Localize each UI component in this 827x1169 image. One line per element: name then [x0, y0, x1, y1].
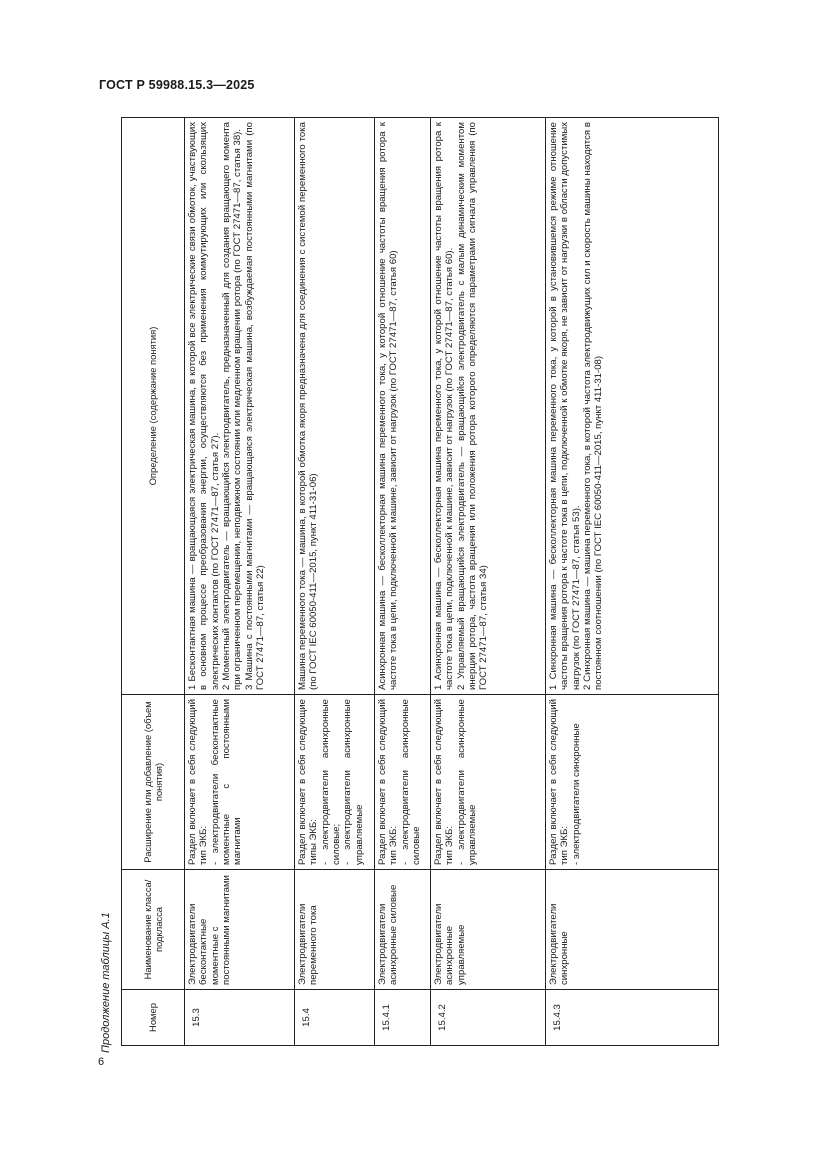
cell-line: Машина переменного тока — машина, в которой обмотка якоря предназначена для соединения с системой переменного тока (по ГОСТ IEC 60050-411—2015, пункт 411-31-06) — [297, 122, 320, 690]
row-extension — [546, 695, 719, 870]
cell-line: 3 Машина с постоянными магнитами — вращающаяся электрическая машина, возбуждаемая постоянными магнитами (по ГОСТ 27471—87, статья 22) — [243, 122, 266, 690]
table-row — [546, 118, 719, 1046]
header-class-name: Наименование класса/ подкласса — [122, 870, 185, 990]
table-row — [375, 118, 431, 1046]
row-definition — [546, 118, 719, 695]
cell-line: 1 Асинхронная машина — бесколлекторная машина переменного тока, у которой отношение частоты вращения ротора к частоте тока в цепи, подключенной к машине, зависит от нагрузок (по ГОСТ 27471—87, статья 60). — [433, 122, 456, 690]
row-name: Электродвигатели асинхронные управляемые — [431, 870, 546, 990]
row-extension — [431, 695, 546, 870]
cell-line: 1 Синхронная машина — бесколлекторная машина переменного тока, у которой в установившемся режиме отношение частоты вращения ротора к частоте тока в цепи, подключенной к обмотке якоря, не зависит от нагрузки в области допустимых нагрузок (по ГОСТ 27471—87, статья 53). — [548, 122, 582, 690]
header-number: Номер — [122, 990, 185, 1046]
cell-line: 1 Бесконтактная машина — вращающаяся электрическая машина, в которой все электрические связи обмоток, участвующих в основном процессе преобразования энергии, осуществляются без применения коммутирующих или скользящих электрических контактов (по ГОСТ 27471—87, статья 27). — [187, 122, 221, 690]
header-definition: Определение (содержание понятия) — [122, 118, 185, 695]
definitions-table-container — [121, 118, 719, 1046]
cell-line: - электродвигатели асинхронные управляемые — [455, 699, 478, 865]
page-number: 6 — [98, 1056, 105, 1068]
cell-line: Асинхронная машина — бесколлекторная машина переменного тока, у которой отношение частоты вращения ротора к частоте тока в цепи, подключенной к машине, зависит от нагрузок (по ГОСТ 27471—87, статья 60) — [377, 122, 400, 690]
header-extension: Расширение или добавление (объем понятия) — [122, 695, 185, 870]
cell-line: Раздел включает в себя следующий тип ЭКБ: — [548, 699, 571, 865]
cell-line: - электродвигатели асинхронные силовые — [399, 699, 422, 865]
row-definition — [431, 118, 546, 695]
row-number: 15.3 — [185, 990, 295, 1046]
row-number: 15.4.1 — [375, 990, 431, 1046]
row-name: Электродвигатели бесконтактные моментные с постоянными магнитами — [185, 870, 295, 990]
table-body — [185, 118, 719, 1046]
cell-line: 2 Моментный электродвигатель — вращающийся электродвигатель, предназначенный для создания вращающего момента при ограниченном перемещении, неподвижном состоянии или медленном вращении ротора (по ГОСТ 27471—87, статья 38). — [220, 122, 244, 690]
cell-line: - электродвигатели асинхронные управляемые — [342, 699, 365, 865]
row-extension — [295, 695, 375, 870]
row-definition — [185, 118, 295, 695]
cell-line: - электродвигатели асинхронные силовые; — [319, 699, 342, 865]
document-header: ГОСТ Р 59988.15.3—2025 — [99, 78, 255, 92]
table-row — [431, 118, 546, 1046]
cell-line: Раздел включает в себя следующие типы ЭКБ: — [297, 699, 320, 865]
cell-line: Раздел включает в себя следующий тип ЭКБ: — [377, 699, 400, 865]
row-name: Электродвигатели асинхронные силовые — [375, 870, 431, 990]
row-number: 15.4.2 — [431, 990, 546, 1046]
row-definition — [295, 118, 375, 695]
table-row — [295, 118, 375, 1046]
definitions-table — [121, 117, 719, 1046]
cell-line: Раздел включает в себя следующий тип ЭКБ: — [433, 699, 456, 865]
row-definition — [375, 118, 431, 695]
table-row — [185, 118, 295, 1046]
cell-line: - электродвигатели синхронные — [570, 723, 582, 865]
cell-line: - электродвигатели бесконтактные моментные с постоянными магнитами — [209, 699, 244, 865]
table-header-row — [122, 118, 185, 1046]
cell-line: 2 Управляемый вращающийся электродвигатель — вращающийся электродвигатель с малым динамическим моментом инерции ротора, частота вращения или положения ротора которого определяются параметрами сигнала управления (по ГОСТ 27471—87, статья 34) — [455, 122, 490, 690]
row-name: Электродвигатели синхронные — [546, 870, 719, 990]
row-extension — [375, 695, 431, 870]
row-number: 15.4 — [295, 990, 375, 1046]
row-extension — [185, 695, 295, 870]
row-name: Электродвигатели переменного тока — [295, 870, 375, 990]
cell-line: 2 Синхронная машина — машина переменного тока, в которой частота электродвижущих сил и скорость машины находятся в постоянном соотношении (по ГОСТ IEC 60050-411—2015, пункт 411-31-08) — [581, 122, 605, 690]
continuation-title: Продолжение таблицы А.1 — [100, 912, 112, 1053]
row-number: 15.4.3 — [546, 990, 719, 1046]
cell-line: Раздел включает в себя следующий тип ЭКБ: — [187, 699, 210, 865]
